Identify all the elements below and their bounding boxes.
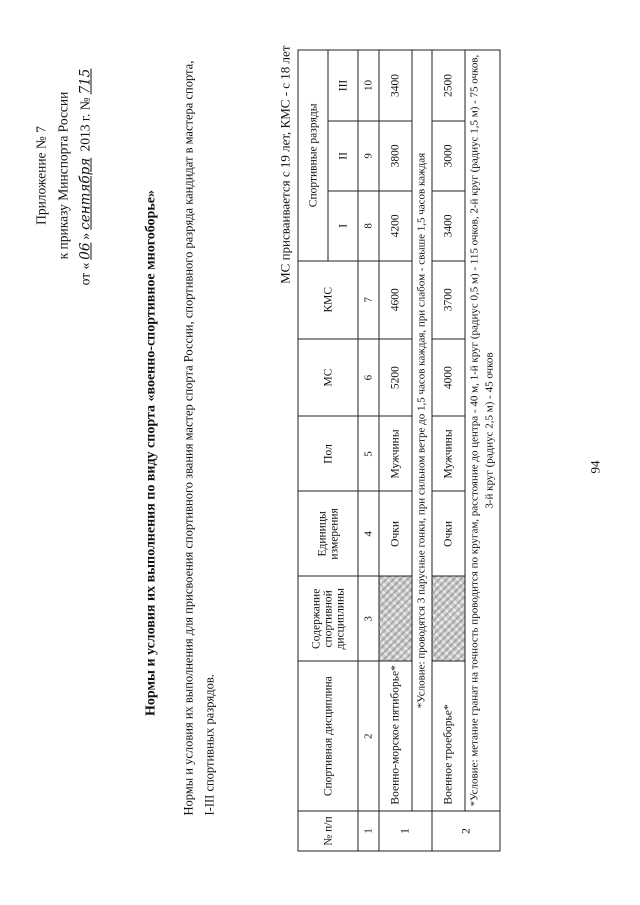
table-row — [379, 50, 412, 851]
row-rank-1: 4200 — [379, 190, 412, 260]
column-number-row — [358, 50, 379, 851]
row-content-hatched — [379, 576, 412, 661]
appendix-date-line — [74, 45, 96, 305]
document-title: Нормы и условия их выполнения по виду спорта «военно-спортивное многоборье» — [143, 189, 158, 716]
header-kms: КМС — [298, 260, 358, 338]
appendix-number: Приложение № 7 — [33, 125, 48, 225]
row-condition: *Условие: метание гранат на точность проводится по кругам, расстояние до центра - 40 м, 1-й круг (радиус 0,5 м) - 115 очков, 2-й круг (радиус 1,5 м) - 75 очков, 3-й круг (радиус 2,5 м) - 45 очков — [465, 50, 500, 811]
col-number: 2 — [358, 661, 379, 811]
date-quote: » — [77, 232, 92, 240]
col-number: 9 — [358, 120, 379, 190]
norms-table — [297, 49, 500, 851]
row-gender: Мужчины — [432, 416, 465, 491]
header-no: № п/п — [298, 811, 358, 851]
col-number: 6 — [358, 338, 379, 416]
col-number: 4 — [358, 491, 379, 576]
intro-paragraph: Нормы и условия их выполнения для присвоения спортивного звания мастер спорта России, спортивного разряда кандидат в мастера спорта, I-III спортивных разрядов. — [181, 60, 216, 815]
row-kms: 3700 — [432, 260, 465, 338]
table-row — [432, 50, 465, 851]
col-number: 10 — [358, 50, 379, 121]
col-number: 7 — [358, 260, 379, 338]
row-rank-2: 3800 — [379, 120, 412, 190]
header-units: Единицы измерения — [298, 491, 358, 576]
header-discipline: Спортивная дисциплина — [298, 661, 358, 811]
condition-row — [465, 50, 500, 851]
row-condition: *Условие: проводятся 3 парусные гонки, при сильном ветре до 1,5 часов каждая, при слабом - свыше 1,5 часов каждая — [412, 50, 432, 811]
handwritten-month: сентября — [77, 157, 93, 230]
handwritten-order-number: 715 — [77, 68, 93, 94]
header-ms: МС — [298, 338, 358, 416]
row-discipline: Военно-морское пятиборье* — [379, 661, 412, 811]
col-number: 1 — [358, 811, 379, 851]
header-ranks: Спортивные разряды — [298, 50, 328, 261]
header-gender: Пол — [298, 416, 358, 491]
condition-row — [412, 50, 432, 851]
row-no: 1 — [379, 811, 432, 851]
col-number: 5 — [358, 416, 379, 491]
row-gender: Мужчины — [379, 416, 412, 491]
header-rank-3: III — [328, 50, 358, 121]
date-prefix: от « — [77, 262, 92, 285]
date-year: 2013 г. № — [77, 96, 92, 151]
row-units: Очки — [379, 491, 412, 576]
row-rank-1: 3400 — [432, 190, 465, 260]
row-rank-3: 3400 — [379, 50, 412, 121]
appendix-header — [30, 45, 96, 305]
header-rank-2: II — [328, 120, 358, 190]
page-number: 94 — [587, 460, 602, 473]
row-content-hatched — [432, 576, 465, 661]
row-ms: 5200 — [379, 338, 412, 416]
age-requirements-note: МС присваивается с 19 лет, КМС - с 18 лет — [277, 45, 292, 284]
handwritten-day: 06 — [77, 242, 93, 260]
row-no: 2 — [432, 811, 500, 851]
table-header-row — [298, 50, 328, 851]
row-discipline: Военное троеборье* — [432, 661, 465, 811]
col-number: 3 — [358, 576, 379, 661]
row-rank-3: 2500 — [432, 50, 465, 121]
header-rank-1: I — [328, 190, 358, 260]
row-ms: 4000 — [432, 338, 465, 416]
header-content: Содержание спортивной дисциплины — [298, 576, 358, 661]
row-units: Очки — [432, 491, 465, 576]
col-number: 8 — [358, 190, 379, 260]
row-rank-2: 3000 — [432, 120, 465, 190]
appendix-order-ref: к приказу Минспорта России — [55, 91, 70, 259]
row-kms: 4600 — [379, 260, 412, 338]
